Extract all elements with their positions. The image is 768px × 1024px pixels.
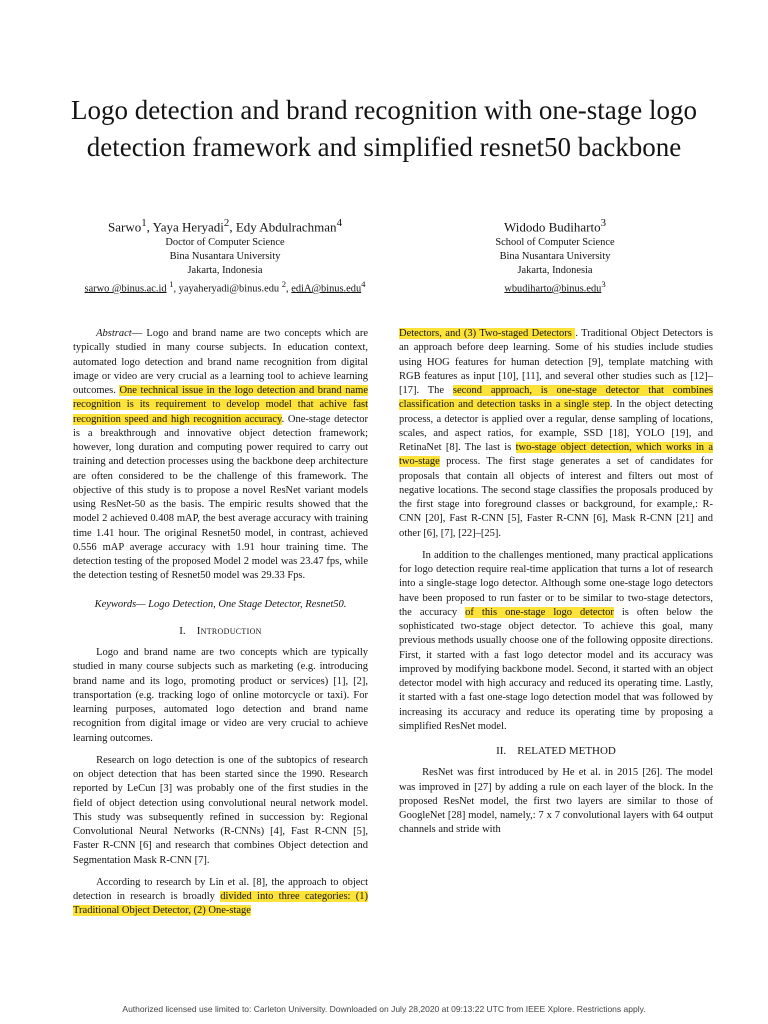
abstract-label: Abstract <box>96 328 132 339</box>
abstract-body: — Logo and brand name are two concepts which are typically studied in many course subjects. In education context, automated logo detection and brand name recognition from digital image or video are very crucial as a learning tool to achieve learning outcomes. One technical issue in the logo detection and brand name recognition is its requirement to develop model that achive fast recognition speed and high recognition accuracy. One-stage detector is a breakthrough and innovative object detection framework; however, long duration and computing power required to carry out training and detection processes using the backbone deep architecture are often considered to be the challenge of this framework. The objective of this study is to propose a novel ResNet variant models using ResNet-50 as the basis. The empiric results showed that the model 2 achieved 0.408 mAP, the best average accuracy with training time 1.41 hour. The original Resnet50 model, in contrast, achieved 0.556 mAP average accuracy with 1.91 hour training time. The detection testing of the proposed Model 2 model was 23.47 fps, while the detection testing of Resnet50 model was 29.33 Fps. <box>73 328 368 582</box>
related-paragraph-1: ResNet was first introduced by He et al. in 2015 [26]. The model was improved in [27] by adding a rule on each layer of the block. In the proposed ResNet model, the first two layers are similar to those of GoogleNet [28] model, namely,: 7 x 7 convolutional layers with 64 output channels and stride with <box>399 767 713 836</box>
author-affiliation: Doctor of Computer Science <box>165 237 285 249</box>
author-names: Sarwo$^1$, Yaya Heryadi$^2$, Edy Abdulrachman$^4$ <box>108 217 342 235</box>
section-title: Introduction <box>196 624 262 637</box>
author-block-left <box>70 215 380 296</box>
intro-paragraph-2: Research on logo detection is one of the subtopics of research on object detection that has been started since the 1990. Research reported by LeCun [3] was probably one of the first studies in the field of object detection using convolutional neural network model. This study was subsequently refined in succession by: Regional Convolutional Neural Networks (R-CNNs) [4], Fast R-CNN [5], Faster R-CNN [6] and research that combines Object detection and Segmentation Mask R-CNN [7]. <box>73 754 368 866</box>
left-column <box>73 327 368 919</box>
author-block-right <box>440 215 670 296</box>
author-emails[interactable]: sarwo @binus.ac.id $^1$, yayaheryadi@binus.edu $^2$, ediA@binus.edu$^4$ <box>84 278 366 295</box>
author-university: Bina Nusantara University <box>499 251 611 263</box>
author-affiliation: School of Computer Science <box>495 237 615 249</box>
author-emails[interactable]: wbudiharto@binus.edu$^3$ <box>504 278 606 295</box>
section-heading-related-method <box>399 744 713 758</box>
intro-paragraph-1: Logo and brand name are two concepts which are typically studied in many course subjects such as marketing (e.g. introducing brand name and its logo, promoting product or services) [1], [2], transportation (e.g. tracking logo of online motorcycle or taxi). For learning purposes, automated logo detection and brand name recognition from digital image or video are very crucial to achieve learning outcomes. <box>73 647 368 744</box>
section-number: I. <box>179 624 186 637</box>
section-title: RELATED METHOD <box>517 745 616 757</box>
author-location: Jakarta, Indonesia <box>187 264 263 276</box>
abstract <box>73 327 368 584</box>
intro-paragraph-3: According to research by Lin et al. [8], the approach to object detection in research is broadly divided into three categories: (1) Traditional Object Detector, (2) One-stage <box>73 876 368 917</box>
author-location: Jakarta, Indonesia <box>517 264 593 276</box>
license-footer: Authorized licensed use limited to: Carleton University. Downloaded on July 28,2020 at 09:13:22 UTC from IEEE Xplore. Restrictions apply. <box>122 1004 646 1014</box>
intro-paragraph-4: In addition to the challenges mentioned, many practical applications for logo detection require real-time application that turns a lot of research into a single-stage logo detector. Although some one-stage logo detectors have been proposed to run faster or to be similar to two-stage detectors, the accuracy of this one-stage logo detector is often below the sophisticated two-stage object detector. To achieve this goal, many previous methods usually choose one of the following opposite directions. First, it started with a fast logo detector model and its accuracy was improved by modifying backbone model. Second, it started with an object detector model with high accuracy and reduced its operating time. Lastly, it started with a fast one-stage logo detection model that was followed by increasing its accuracy and reduce its operating time by proposing a simplified ResNet model. <box>399 549 713 732</box>
right-column <box>399 327 713 838</box>
section-number: II. <box>496 745 507 757</box>
keywords: Keywords— Logo Detection, One Stage Detector, Resnet50. <box>94 598 347 610</box>
paper-title: Logo detection and brand recognition with one-stage logo detection framework and simplified resnet50 backbone <box>70 95 698 162</box>
author-university: Bina Nusantara University <box>169 251 281 263</box>
author-names: Widodo Budiharto$^3$ <box>503 217 607 235</box>
intro-paragraph-3-continued: Detectors, and (3) Two-staged Detectors . Traditional Object Detectors is an approach before deep learning. Some of his studies include studies using HOG features for human detection [9], template matching with RGB features as input [10], [11], and several other studies such as [12]–[17]. The second approach, is one-stage detector that combines classification and detection tasks in a single step. In the object detecting process, a detector is applied over a regular, dense sampling of locations, scales, and aspect ratios, for example, SSD [18], YOLO [19], and RetinaNet [8]. The last is two-stage object detection, which works in a two-stage process. The first stage generates a set of candidates for proposals that contain all objects of interest and filters out most of negative locations. The second stage classifies the proposals produced by the first stage into foreground classes or background, for example,: R-CNN [20], Fast R-CNN [5], Faster R-CNN [6], Mask R-CNN [21] and other [6], [7], [22]–[25]. <box>399 328 713 539</box>
section-heading-introduction <box>73 624 368 638</box>
